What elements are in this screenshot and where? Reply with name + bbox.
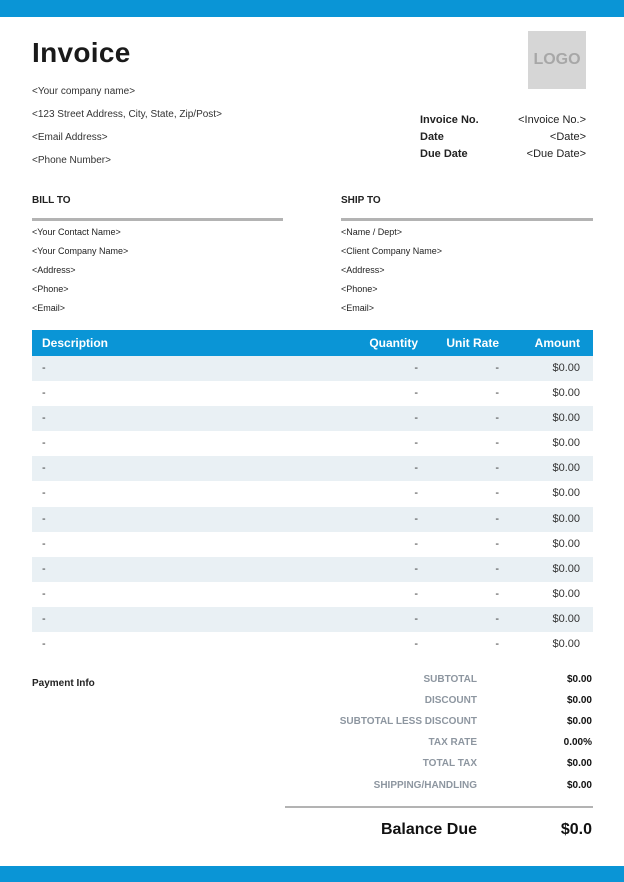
payment-info-label: Payment Info [32, 678, 95, 689]
summary-label: SUBTOTAL [423, 674, 477, 685]
cell-description: - [42, 588, 46, 600]
summary-value: $0.00 [566, 674, 592, 685]
summary-label: TOTAL TAX [422, 758, 477, 769]
balance-due-value: $0.0 [560, 821, 592, 838]
cell-unit-rate: - [495, 613, 499, 625]
summary-label: TAX RATE [428, 737, 477, 748]
page-title: Invoice [32, 37, 131, 68]
bottom-accent-band [0, 866, 624, 882]
bill-to-address: <Address> [32, 265, 76, 275]
summary-subtotal [290, 673, 592, 687]
cell-amount: $0.00 [552, 412, 580, 424]
summary-value: $0.00 [566, 695, 592, 706]
logo-placeholder [528, 31, 586, 89]
cell-unit-rate: - [495, 513, 499, 525]
cell-quantity: - [414, 437, 418, 449]
cell-unit-rate: - [495, 638, 499, 650]
ship-to-phone: <Phone> [341, 284, 378, 294]
company-name: <Your company name> [32, 86, 136, 97]
summary-value: $0.00 [566, 780, 592, 791]
meta-label: Date [420, 131, 444, 143]
summary-tax-rate [290, 736, 592, 750]
summary-subtotal-less-discount [290, 715, 592, 729]
bill-to-company: <Your Company Name> [32, 246, 129, 256]
cell-amount: $0.00 [552, 487, 580, 499]
cell-amount: $0.00 [552, 638, 580, 650]
logo-text: LOGO [533, 51, 581, 68]
header-description: Description [42, 336, 109, 350]
company-phone: <Phone Number> [32, 155, 111, 166]
cell-quantity: - [414, 613, 418, 625]
cell-quantity: - [414, 462, 418, 474]
meta-due-date [420, 148, 586, 161]
cell-quantity: - [414, 538, 418, 550]
cell-unit-rate: - [495, 462, 499, 474]
bill-to-contact: <Your Contact Name> [32, 227, 121, 237]
summary-total-tax [290, 757, 592, 771]
summary-label: SHIPPING/HANDLING [373, 780, 477, 791]
cell-quantity: - [414, 563, 418, 575]
summary-value: 0.00% [563, 737, 592, 748]
summary-label: DISCOUNT [424, 695, 477, 706]
table-row [32, 406, 593, 431]
ship-to-company: <Client Company Name> [341, 246, 443, 256]
summary-shipping-handling [290, 779, 592, 793]
bill-to-heading: BILL TO [32, 195, 71, 206]
table-row [32, 431, 593, 456]
cell-unit-rate: - [495, 362, 499, 374]
meta-value: <Due Date> [526, 148, 586, 160]
cell-amount: $0.00 [552, 513, 580, 525]
bill-to-email: <Email> [32, 303, 66, 313]
header-unit-rate: Unit Rate [446, 336, 499, 350]
summary-divider [285, 806, 593, 808]
summary-label: SUBTOTAL LESS DISCOUNT [339, 716, 477, 727]
meta-value: <Date> [549, 131, 586, 143]
cell-description: - [42, 563, 46, 575]
cell-amount: $0.00 [552, 563, 580, 575]
meta-invoice-no [420, 114, 586, 127]
cell-unit-rate: - [495, 437, 499, 449]
cell-description: - [42, 412, 46, 424]
cell-unit-rate: - [495, 412, 499, 424]
summary-value: $0.00 [566, 758, 592, 769]
cell-description: - [42, 387, 46, 399]
cell-quantity: - [414, 412, 418, 424]
cell-amount: $0.00 [552, 387, 580, 399]
table-row [32, 632, 593, 657]
table-row [32, 456, 593, 481]
cell-amount: $0.00 [552, 588, 580, 600]
table-row [32, 532, 593, 557]
table-row [32, 507, 593, 532]
cell-description: - [42, 513, 46, 525]
cell-quantity: - [414, 387, 418, 399]
line-items-header [32, 330, 593, 356]
cell-description: - [42, 538, 46, 550]
cell-description: - [42, 437, 46, 449]
table-row [32, 582, 593, 607]
cell-description: - [42, 487, 46, 499]
cell-unit-rate: - [495, 563, 499, 575]
table-row [32, 557, 593, 582]
cell-amount: $0.00 [552, 362, 580, 374]
cell-description: - [42, 362, 46, 374]
cell-amount: $0.00 [552, 437, 580, 449]
cell-amount: $0.00 [552, 538, 580, 550]
table-row [32, 381, 593, 406]
cell-description: - [42, 462, 46, 474]
ship-to-email: <Email> [341, 303, 375, 313]
ship-to-name: <Name / Dept> [341, 227, 403, 237]
meta-value: <Invoice No.> [518, 114, 586, 126]
cell-amount: $0.00 [552, 462, 580, 474]
balance-due-label: Balance Due [380, 821, 477, 838]
cell-quantity: - [414, 362, 418, 374]
summary-value: $0.00 [566, 716, 592, 727]
company-email: <Email Address> [32, 132, 108, 143]
cell-unit-rate: - [495, 538, 499, 550]
meta-label: Due Date [420, 148, 468, 160]
top-accent-band [0, 0, 624, 17]
meta-date [420, 131, 586, 144]
table-row [32, 607, 593, 632]
bill-to-phone: <Phone> [32, 284, 69, 294]
summary-discount [290, 694, 592, 708]
cell-description: - [42, 638, 46, 650]
ship-to-divider [341, 218, 593, 221]
cell-unit-rate: - [495, 387, 499, 399]
cell-quantity: - [414, 588, 418, 600]
header-quantity: Quantity [369, 336, 418, 350]
cell-quantity: - [414, 513, 418, 525]
header-amount: Amount [534, 336, 580, 350]
ship-to-address: <Address> [341, 265, 385, 275]
bill-to-divider [32, 218, 283, 221]
cell-quantity: - [414, 487, 418, 499]
cell-unit-rate: - [495, 487, 499, 499]
meta-label: Invoice No. [420, 114, 479, 126]
table-row [32, 481, 593, 506]
cell-quantity: - [414, 638, 418, 650]
ship-to-heading: SHIP TO [341, 195, 381, 206]
cell-description: - [42, 613, 46, 625]
table-row [32, 356, 593, 381]
cell-amount: $0.00 [552, 613, 580, 625]
company-address: <123 Street Address, City, State, Zip/Post> [32, 109, 222, 120]
cell-unit-rate: - [495, 588, 499, 600]
